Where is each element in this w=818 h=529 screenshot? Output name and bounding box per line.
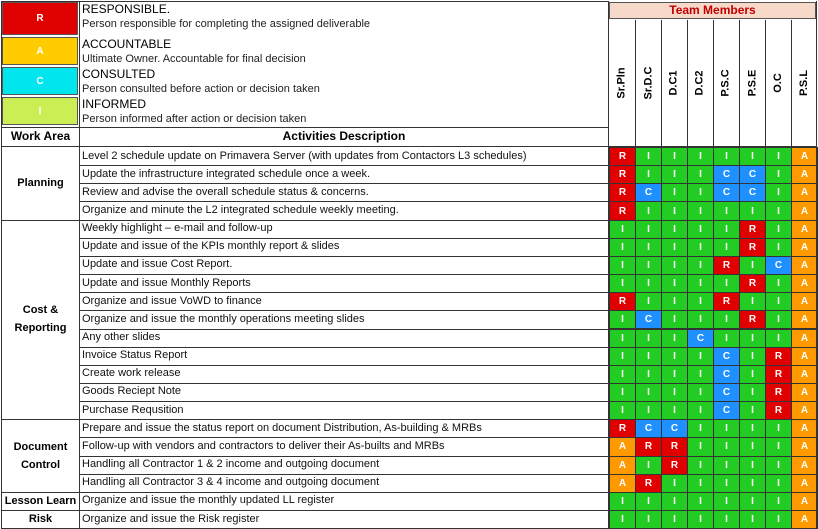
activity-description: Weekly highlight – e-mail and follow-up [82, 222, 273, 235]
raci-cell: R [713, 256, 740, 275]
raci-cell: I [713, 274, 740, 293]
raci-cell: I [635, 365, 662, 384]
raci-cell: R [713, 292, 740, 311]
activity-description: Purchase Requsition [82, 403, 184, 416]
raci-cell: I [635, 220, 662, 239]
raci-cell: A [791, 274, 818, 293]
grid-hline [79, 165, 608, 166]
raci-cell: I [687, 365, 714, 384]
raci-cell: I [635, 147, 662, 166]
raci-cell: I [739, 256, 766, 275]
raci-cell: I [713, 201, 740, 220]
raci-cell: I [609, 347, 636, 366]
raci-cell: A [791, 510, 818, 529]
raci-cell: I [635, 256, 662, 275]
activities-header: Activities Description [282, 129, 406, 143]
work-area-document-control: Document Control [13, 440, 68, 471]
member-header-psl [791, 20, 817, 146]
raci-cell: I [661, 365, 688, 384]
raci-cell: I [739, 201, 766, 220]
raci-cell: I [687, 347, 714, 366]
raci-cell: I [609, 329, 636, 348]
legend-title: RESPONSIBLE. [82, 2, 171, 16]
raci-cell: I [739, 510, 766, 529]
raci-cell: I [713, 220, 740, 239]
raci-cell: I [739, 419, 766, 438]
raci-cell: I [687, 220, 714, 239]
grid-vline [816, 1, 817, 528]
grid-hline [79, 201, 608, 202]
grid-hline [1, 510, 79, 511]
raci-cell: I [765, 238, 792, 257]
raci-cell: R [609, 183, 636, 202]
raci-cell: I [687, 492, 714, 511]
member-header-psc [713, 20, 739, 146]
grid-hline [79, 365, 608, 366]
activity-description: Organize and issue VoWD to finance [82, 294, 262, 307]
raci-cell: A [791, 347, 818, 366]
grid-hline [79, 510, 608, 511]
raci-cell: I [713, 310, 740, 329]
raci-cell: I [661, 510, 688, 529]
raci-cell: I [609, 492, 636, 511]
raci-cell: I [609, 365, 636, 384]
raci-cell: I [635, 329, 662, 348]
raci-cell: I [635, 510, 662, 529]
raci-cell: I [687, 147, 714, 166]
raci-cell: R [739, 274, 766, 293]
raci-cell: I [609, 238, 636, 257]
raci-cell: I [661, 165, 688, 184]
raci-cell: A [609, 474, 636, 493]
raci-cell: I [609, 220, 636, 239]
raci-cell: I [687, 419, 714, 438]
raci-cell: R [739, 238, 766, 257]
legend-swatch-informed: I [2, 97, 78, 125]
activity-description: Goods Reciept Note [82, 385, 182, 398]
raci-cell: I [687, 183, 714, 202]
raci-cell: I [609, 256, 636, 275]
raci-cell: I [687, 274, 714, 293]
raci-cell: I [661, 347, 688, 366]
raci-cell: C [635, 419, 662, 438]
raci-cell: I [635, 383, 662, 402]
raci-cell: C [713, 383, 740, 402]
member-label: Sr.D.C [642, 66, 655, 100]
grid-hline [79, 492, 608, 493]
raci-cell: I [635, 201, 662, 220]
raci-cell: R [739, 220, 766, 239]
raci-cell: I [661, 474, 688, 493]
raci-cell: I [739, 292, 766, 311]
activity-description: Create work release [82, 367, 181, 380]
work-area-cost-reporting: Cost & Reporting [14, 304, 67, 335]
raci-cell: I [713, 456, 740, 475]
raci-cell: A [791, 383, 818, 402]
raci-cell: C [765, 256, 792, 275]
grid-hline [79, 292, 608, 293]
grid-hline [1, 220, 79, 221]
raci-cell: I [765, 183, 792, 202]
raci-cell: I [661, 256, 688, 275]
raci-cell: I [765, 165, 792, 184]
raci-cell: I [765, 474, 792, 493]
raci-cell: I [739, 147, 766, 166]
raci-cell: I [765, 456, 792, 475]
raci-cell: I [635, 347, 662, 366]
grid-hline [79, 383, 608, 384]
raci-cell: I [609, 274, 636, 293]
grid-hline [79, 474, 608, 475]
raci-cell: I [765, 329, 792, 348]
raci-cell: I [661, 183, 688, 202]
activity-description: Update and issue Cost Report. [82, 258, 233, 271]
raci-cell: I [739, 437, 766, 456]
legend-description: Person consulted before action or decision taken [82, 83, 320, 95]
raci-cell: I [687, 383, 714, 402]
raci-cell: C [661, 419, 688, 438]
member-header-srpln [609, 20, 635, 146]
raci-cell: I [713, 419, 740, 438]
raci-cell: I [635, 238, 662, 257]
raci-cell: I [661, 383, 688, 402]
work-area-header: Work Area [10, 129, 71, 143]
raci-cell: R [609, 201, 636, 220]
raci-cell: R [609, 419, 636, 438]
raci-cell: I [739, 492, 766, 511]
raci-cell: A [791, 329, 818, 348]
raci-cell: I [765, 201, 792, 220]
legend-swatch-accountable: A [2, 37, 78, 65]
raci-cell: I [609, 383, 636, 402]
raci-cell: C [713, 401, 740, 420]
team-members-header: Team Members [609, 2, 816, 19]
raci-cell: I [687, 201, 714, 220]
legend-description: Ultimate Owner. Accountable for final decision [82, 53, 306, 65]
raci-cell: I [661, 274, 688, 293]
grid-hline [1, 146, 817, 147]
raci-cell: A [791, 365, 818, 384]
raci-cell: I [687, 310, 714, 329]
raci-cell: A [791, 183, 818, 202]
raci-cell: A [791, 310, 818, 329]
raci-cell: R [609, 147, 636, 166]
raci-cell: A [791, 437, 818, 456]
raci-cell: I [635, 165, 662, 184]
raci-cell: I [661, 220, 688, 239]
raci-cell: I [661, 401, 688, 420]
legend-title: ACCOUNTABLE [82, 37, 172, 51]
grid-hline [79, 456, 608, 457]
legend-description: Person informed after action or decision taken [82, 113, 307, 125]
raci-cell: I [739, 365, 766, 384]
grid-hline [1, 492, 79, 493]
raci-cell: I [687, 510, 714, 529]
legend-swatch-responsible: R [2, 2, 78, 35]
raci-cell: I [765, 220, 792, 239]
raci-cell: I [765, 310, 792, 329]
activity-description: Handling all Contractor 1 & 2 income and outgoing document [82, 458, 380, 471]
raci-cell: I [739, 474, 766, 493]
raci-cell: A [791, 401, 818, 420]
grid-vline [635, 20, 636, 146]
raci-cell: A [791, 474, 818, 493]
activity-description: Organize and issue the monthly updated LL register [82, 494, 335, 507]
raci-cell: R [609, 165, 636, 184]
activity-description: Invoice Status Report [82, 349, 188, 362]
legend-title: INFORMED [82, 97, 146, 111]
legend-swatch-consulted: C [2, 67, 78, 95]
raci-cell: I [765, 274, 792, 293]
grid-hline [79, 274, 608, 275]
raci-cell: I [765, 437, 792, 456]
raci-cell: A [791, 220, 818, 239]
grid-hline [1, 127, 608, 128]
raci-cell: I [609, 510, 636, 529]
grid-vline [739, 20, 740, 146]
grid-hline [79, 256, 608, 257]
raci-cell: I [713, 474, 740, 493]
activity-description: Organize and issue the monthly operations meeting slides [82, 312, 365, 325]
grid-hline [1, 419, 79, 420]
work-area-lesson-learn: Lesson Learn [4, 494, 77, 507]
raci-cell: A [609, 456, 636, 475]
member-label: Sr.Pln [616, 67, 628, 99]
grid-hline [79, 183, 608, 184]
activity-description: Any other slides [82, 331, 161, 343]
raci-cell: I [635, 492, 662, 511]
raci-cell: I [713, 147, 740, 166]
raci-cell: I [661, 310, 688, 329]
legend-description: Person responsible for completing the assigned deliverable [82, 18, 371, 30]
raci-cell: I [635, 274, 662, 293]
grid-hline [79, 437, 608, 438]
raci-cell: I [687, 474, 714, 493]
raci-cell: A [791, 201, 818, 220]
raci-cell: I [765, 492, 792, 511]
raci-cell: A [791, 147, 818, 166]
raci-cell: A [791, 165, 818, 184]
member-label: P.S.C [720, 69, 732, 97]
grid-vline [79, 1, 80, 528]
grid-hline [1, 1, 608, 2]
member-label: P.S.E [746, 69, 758, 97]
grid-hline [79, 419, 608, 420]
member-label: O.C [772, 73, 784, 93]
raci-cell: C [635, 310, 662, 329]
member-label: P.S.L [798, 69, 810, 97]
raci-cell: A [791, 238, 818, 257]
raci-cell: A [791, 492, 818, 511]
raci-cell: I [661, 329, 688, 348]
activity-description: Update and issue Monthly Reports [82, 276, 251, 289]
raci-cell: R [765, 347, 792, 366]
raci-cell: I [661, 147, 688, 166]
grid-vline [1, 1, 2, 528]
raci-cell: I [661, 292, 688, 311]
grid-hline [79, 329, 608, 330]
raci-cell: R [765, 401, 792, 420]
raci-cell: R [739, 310, 766, 329]
raci-cell: I [765, 510, 792, 529]
activity-description: Review and advise the overall schedule status & concerns. [82, 185, 369, 198]
raci-cell: I [713, 329, 740, 348]
member-header-dc2 [687, 20, 713, 146]
raci-cell: I [687, 292, 714, 311]
raci-cell: I [765, 147, 792, 166]
raci-cell: C [713, 165, 740, 184]
raci-cell: C [687, 329, 714, 348]
raci-cell: I [713, 492, 740, 511]
raci-cell: I [635, 456, 662, 475]
grid-vline [713, 20, 714, 146]
activity-description: Prepare and issue the status report on document Distribution, As-building & MRBs [82, 421, 482, 434]
grid-hline [79, 220, 608, 221]
raci-cell: I [739, 383, 766, 402]
work-area-planning: Planning [17, 177, 64, 190]
legend-title: CONSULTED [82, 67, 156, 81]
raci-cell: R [635, 474, 662, 493]
raci-cell: C [713, 183, 740, 202]
raci-cell: I [661, 201, 688, 220]
member-label: D.C1 [668, 70, 680, 96]
grid-vline [608, 1, 609, 528]
raci-cell: I [661, 492, 688, 511]
raci-cell: I [635, 292, 662, 311]
grid-hline [79, 310, 608, 311]
grid-vline [687, 20, 688, 146]
raci-cell: I [687, 437, 714, 456]
activity-description: Handling all Contractor 3 & 4 income and outgoing document [82, 476, 380, 489]
raci-cell: A [609, 437, 636, 456]
raci-cell: I [687, 456, 714, 475]
grid-hline [79, 401, 608, 402]
raci-cell: C [713, 347, 740, 366]
raci-cell: A [791, 292, 818, 311]
raci-cell: R [661, 437, 688, 456]
raci-cell: C [635, 183, 662, 202]
raci-cell: I [765, 292, 792, 311]
member-header-oc [765, 20, 791, 146]
raci-cell: I [713, 510, 740, 529]
raci-cell: I [687, 256, 714, 275]
raci-cell: A [791, 456, 818, 475]
activity-description: Level 2 schedule update on Primavera Server (with updates from Contactors L3 schedules) [82, 149, 527, 162]
raci-cell: I [687, 165, 714, 184]
raci-cell: I [765, 419, 792, 438]
raci-cell: C [739, 183, 766, 202]
raci-cell: C [739, 165, 766, 184]
raci-cell: I [609, 310, 636, 329]
raci-cell: I [739, 329, 766, 348]
activity-description: Follow-up with vendors and contractors to deliver their As-builts and MRBs [82, 439, 445, 452]
raci-cell: R [661, 456, 688, 475]
member-header-srdc [635, 20, 661, 146]
grid-hline [79, 347, 608, 348]
raci-cell: I [739, 401, 766, 420]
raci-cell: I [713, 437, 740, 456]
member-header-pse [739, 20, 765, 146]
raci-cell: R [609, 292, 636, 311]
grid-vline [791, 20, 792, 146]
raci-cell: I [739, 347, 766, 366]
raci-cell: R [765, 365, 792, 384]
raci-cell: A [791, 419, 818, 438]
grid-hline [79, 238, 608, 239]
raci-cell: I [635, 401, 662, 420]
activity-description: Organize and issue the Risk register [82, 512, 260, 525]
raci-cell: A [791, 256, 818, 275]
raci-cell: I [609, 401, 636, 420]
raci-cell: I [687, 401, 714, 420]
member-header-dc1 [661, 20, 687, 146]
raci-cell: R [635, 437, 662, 456]
raci-cell: I [739, 456, 766, 475]
grid-vline [661, 20, 662, 146]
raci-cell: C [713, 365, 740, 384]
work-area-risk: Risk [28, 513, 53, 526]
raci-cell: R [765, 383, 792, 402]
raci-cell: I [687, 238, 714, 257]
raci-cell: I [713, 238, 740, 257]
raci-cell: I [661, 238, 688, 257]
member-label: D.C2 [694, 70, 706, 96]
activity-description: Organize and minute the L2 integrated schedule weekly meeting. [82, 203, 399, 216]
activity-description: Update the infrastructure integrated schedule once a week. [82, 167, 371, 180]
activity-description: Update and issue of the KPIs monthly report & slides [82, 240, 340, 253]
grid-vline [765, 20, 766, 146]
